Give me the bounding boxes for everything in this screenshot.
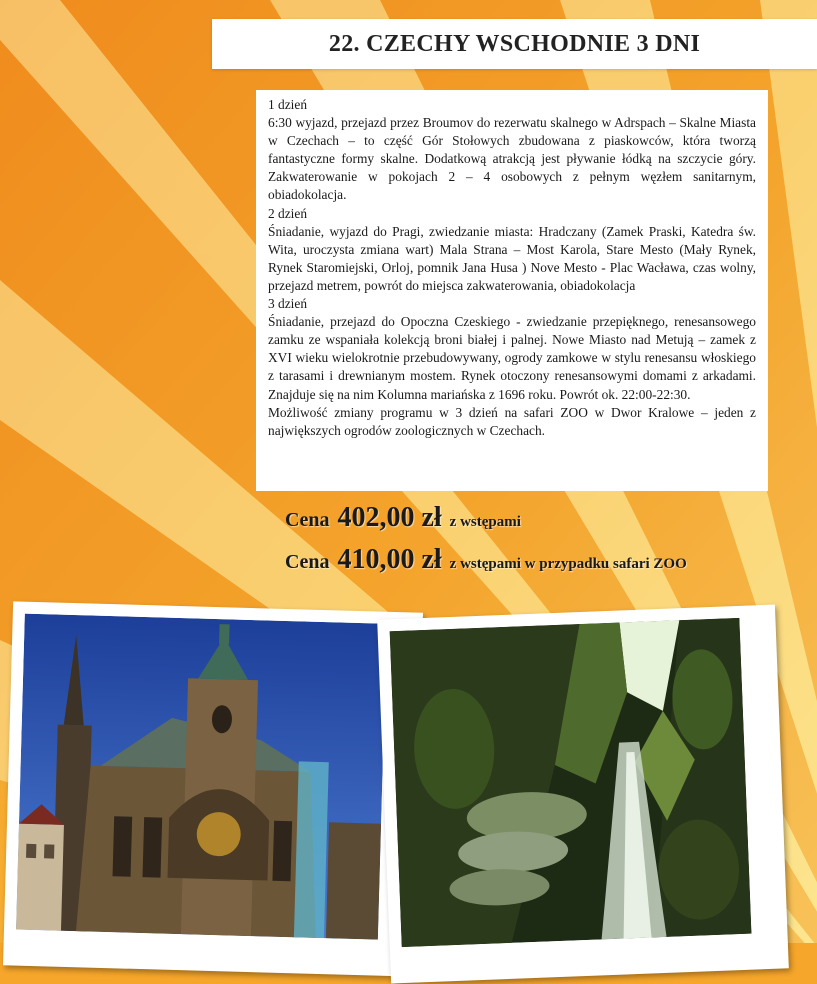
day-2-text: Śniadanie, wyjazd do Pragi, zwiedzanie miasta: Hradczany (Zamek Praski, Katedra św. Wita, uroczysta zmiana wart) Mala Strana – Most Karola, Stare Mesto (Mały Rynek, Rynek Staromiejski, Orloj, pomnik Jana Husa ) Nove Mesto - Plac Wacława, czas wolny, przejazd metrem, powrót do miejsca zakwaterowania, obiadokolacja xyxy=(268,223,756,293)
price-note: z wstępami w przypadku safari ZOO xyxy=(449,556,687,572)
price-line-safari xyxy=(285,544,805,586)
price-value: 410,00 zł xyxy=(337,544,442,575)
day-3-heading: 3 dzień xyxy=(268,296,308,312)
rock-canyon-photo xyxy=(377,604,789,983)
program-description xyxy=(256,90,768,491)
price-label: Cena xyxy=(285,551,330,573)
day-2-heading: 2 dzień xyxy=(268,205,308,221)
price-note: z wstępami xyxy=(449,514,521,530)
cathedral-photo xyxy=(3,601,423,976)
program-change-note: Możliwość zmiany programu w 3 dzień na safari ZOO w Dwor Kralowe – jeden z największych ogrodów zoologicznych w Czechach. xyxy=(268,404,756,438)
price-label: Cena xyxy=(285,509,330,531)
title-banner xyxy=(212,19,817,69)
day-1-heading: 1 dzień xyxy=(268,97,308,112)
price-value: 402,00 zł xyxy=(337,502,442,533)
day-3-text: Śniadanie, przejazd do Opoczna Czeskiego - zwiedzanie przepięknego, renesansowego zamku ze wspaniała kolekcją broni białej i palnej. Nowe Miasto nad Metują – zamek z XVI wieku wielokrotnie przebudowywany, ogrody zamkowe w stylu renesansu włoskiego z tarasami i drewnianym mostem. Rynek otoczony renesansowymi domami z arkadami. Znajduje się na nim Kolumna mariańska z 1696 roku. Powrót ok. 22:00-22:30. xyxy=(268,314,756,402)
day-1-text: 6:30 wyjazd, przejazd przez Broumov do rezerwatu skalnego w Adrspach – Skalne Miasta w Czechach – to część Gór Stołowych zbudowana z piaskowców, która tworzą fantastyczne formy skalne. Dodatkową atrakcją jest pływanie łódką na szczycie góry. Zakwaterowanie w pokojach 2 – 4 osobowych z pełnym węzłem sanitarnym, obiadokolacja. xyxy=(268,115,756,203)
price-line xyxy=(285,502,805,544)
page-title: 22. CZECHY WSCHODNIE 3 DNI xyxy=(328,30,701,57)
price-list xyxy=(285,502,805,586)
